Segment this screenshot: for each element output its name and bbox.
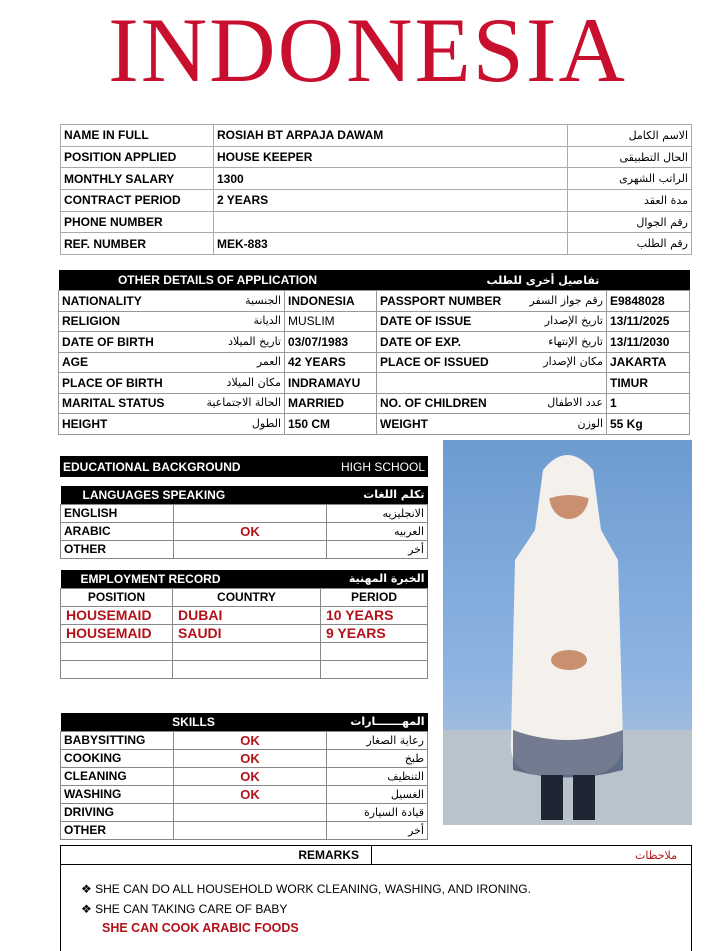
field-label-cell: [377, 291, 607, 312]
field-value: MEK-883: [214, 233, 568, 255]
field-label: HEIGHT: [62, 416, 108, 431]
field-label-cell: [377, 332, 607, 353]
table-row: [59, 414, 690, 435]
remarks-title-ar: ملاحظات: [635, 849, 677, 862]
field-value: 2 YEARS: [214, 190, 568, 212]
bullet-icon: ❖: [81, 882, 96, 896]
table-row: [61, 731, 428, 749]
section-title-ar: تفاصيل أخرى للطلب: [486, 273, 600, 287]
table-row: [61, 767, 428, 785]
field-label-ar: عدد الاطفال: [547, 396, 603, 410]
field-label-ar: تاريخ الإصدار: [544, 314, 603, 328]
skill-value: OK: [174, 785, 327, 803]
table-row: [59, 352, 690, 373]
skill-label: COOKING: [61, 749, 174, 767]
field-value: 55 Kg: [607, 414, 690, 435]
field-label: AGE: [62, 355, 89, 370]
field-label-cell: [59, 291, 285, 312]
employment-cell: SAUDI: [173, 624, 321, 642]
skill-value: OK: [174, 767, 327, 785]
skill-value: [174, 504, 327, 522]
field-label-ar: العمر: [256, 355, 281, 369]
field-label-ar: الجنسية: [245, 293, 281, 307]
field-value: E9848028: [607, 291, 690, 312]
skills-table: [60, 713, 428, 840]
skill-value: [174, 803, 327, 821]
skill-label: OTHER: [61, 821, 174, 839]
table-row: [59, 291, 690, 312]
employment-cell: [61, 660, 173, 678]
table-row: [61, 233, 692, 255]
field-label: MONTHLY SALARY: [61, 168, 214, 190]
label-ar: قيادة السيارة: [327, 803, 428, 821]
table-row: [59, 393, 690, 414]
label-ar: الانجليزيه: [327, 504, 428, 522]
page-title: INDONESIA: [108, 0, 627, 101]
label-ar: أخر: [327, 821, 428, 839]
field-value: MARRIED: [285, 393, 377, 414]
field-label: DATE OF BIRTH: [62, 334, 154, 349]
field-label-ar: الديانة: [253, 314, 281, 328]
section-title: OTHER DETAILS OF APPLICATION: [117, 273, 318, 287]
education-value: HIGH SCHOOL: [340, 459, 425, 474]
employment-cell: [321, 642, 428, 660]
field-value: HOUSE KEEPER: [214, 146, 568, 168]
field-value: INDRAMAYU: [285, 373, 377, 394]
section-title: SKILLS: [172, 714, 215, 729]
field-label: NO. OF CHILDREN: [380, 396, 487, 411]
field-label: PASSPORT NUMBER: [380, 293, 502, 308]
field-label-ar: تاريخ الميلاد: [228, 334, 281, 348]
employment-cell: HOUSEMAID: [61, 624, 173, 642]
label-ar: العربيه: [327, 522, 428, 540]
section-header: [61, 486, 428, 504]
field-label-ar: تاريخ الإنتهاء: [548, 334, 603, 348]
field-label-ar: مكان الميلاد: [226, 375, 281, 389]
section-title-ar: الخبرة المهنية: [348, 572, 425, 586]
education-row: [60, 456, 428, 477]
table-row: [61, 606, 428, 624]
column-header: PERIOD: [321, 588, 428, 606]
skill-value: OK: [174, 522, 327, 540]
remark-item: ❖ SHE CAN TAKING CARE OF BABY: [81, 902, 288, 916]
remarks-section: [60, 845, 692, 951]
skill-label: WASHING: [61, 785, 174, 803]
column-header: POSITION: [61, 588, 173, 606]
skill-label: OTHER: [61, 540, 174, 558]
field-label-cell: [59, 332, 285, 353]
field-label: NATIONALITY: [62, 293, 142, 308]
field-value: TIMUR: [607, 373, 690, 394]
skill-label: CLEANING: [61, 767, 174, 785]
table-row: [61, 211, 692, 233]
field-label: RELIGION: [62, 314, 121, 329]
column-header: COUNTRY: [173, 588, 321, 606]
field-label-cell: [377, 352, 607, 373]
field-label-cell: [59, 352, 285, 373]
field-label-cell: [59, 393, 285, 414]
label-ar: الغسيل: [327, 785, 428, 803]
section-title: EMPLOYMENT RECORD: [80, 571, 221, 586]
employment-cell: [61, 642, 173, 660]
skill-label: ARABIC: [61, 522, 174, 540]
remark-item: ❖ SHE CAN DO ALL HOUSEHOLD WORK CLEANING, WASHING, AND IRONING.: [81, 882, 531, 896]
skill-label: ENGLISH: [61, 504, 174, 522]
field-label: DATE OF EXP.: [380, 334, 461, 349]
section-header: [61, 570, 428, 588]
field-label-cell: [59, 311, 285, 332]
education-label: EDUCATIONAL BACKGROUND: [63, 459, 241, 474]
field-label-ar: الراتب الشهرى: [568, 168, 692, 190]
field-label: PHONE NUMBER: [61, 211, 214, 233]
employment-cell: [173, 642, 321, 660]
field-label-cell: [59, 373, 285, 394]
label-ar: التنظيف: [327, 767, 428, 785]
table-row: [61, 190, 692, 212]
applicant-photo: [443, 440, 692, 825]
employment-cell: [321, 660, 428, 678]
employment-table: [60, 570, 428, 679]
field-label: MARITAL STATUS: [62, 396, 165, 411]
table-row: [61, 803, 428, 821]
table-row: [61, 821, 428, 839]
field-label-ar: مكان الإصدار: [543, 355, 603, 369]
field-value: 03/07/1983: [285, 332, 377, 353]
field-label: DATE OF ISSUE: [380, 314, 472, 329]
label-ar: طبخ: [327, 749, 428, 767]
field-label-ar: رقم الجوال: [568, 211, 692, 233]
field-value: 1: [607, 393, 690, 414]
table-row: [61, 624, 428, 642]
table-row: [61, 504, 428, 522]
section-title-ar: المهـــــــارات: [350, 715, 425, 729]
field-value: 13/11/2030: [607, 332, 690, 353]
table-row: [61, 642, 428, 660]
employment-cell: DUBAI: [173, 606, 321, 624]
field-label: PLACE OF ISSUED: [380, 355, 489, 370]
field-label-ar: الوزن: [577, 416, 603, 430]
field-value: 1300: [214, 168, 568, 190]
other-details-table: [58, 270, 690, 435]
field-value: ROSIAH BT ARPAJA DAWAM: [214, 125, 568, 147]
bullet-icon: ❖: [81, 902, 96, 916]
field-label-ar: الطول: [251, 416, 281, 430]
languages-table: [60, 486, 428, 559]
remarks-title: REMARKS: [61, 846, 372, 864]
field-value: JAKARTA: [607, 352, 690, 373]
applicant-table: [60, 124, 692, 255]
table-row: [61, 168, 692, 190]
section-header: [61, 713, 428, 731]
field-label: WEIGHT: [380, 416, 428, 431]
employment-cell: 9 YEARS: [321, 624, 428, 642]
skill-value: [174, 540, 327, 558]
field-label-cell: [377, 373, 607, 394]
field-label: POSITION APPLIED: [61, 146, 214, 168]
field-label-ar: رقم جواز السفر: [529, 293, 603, 307]
field-label: NAME IN FULL: [61, 125, 214, 147]
field-label: PLACE OF BIRTH: [62, 375, 163, 390]
label-ar: رعاية الصغار: [327, 731, 428, 749]
table-row: [61, 146, 692, 168]
field-label-ar: الحالة الاجتماعية: [206, 396, 281, 410]
field-label-ar: مدة العقد: [568, 190, 692, 212]
field-label: CONTRACT PERIOD: [61, 190, 214, 212]
employment-cell: 10 YEARS: [321, 606, 428, 624]
employment-cell: [173, 660, 321, 678]
label-ar: أخر: [327, 540, 428, 558]
field-label-ar: رقم الطلب: [568, 233, 692, 255]
table-row: [59, 332, 690, 353]
field-value: INDONESIA: [285, 291, 377, 312]
employment-cell: HOUSEMAID: [61, 606, 173, 624]
field-value: 150 CM: [285, 414, 377, 435]
field-label-ar: الاسم الكامل: [568, 125, 692, 147]
skill-value: OK: [174, 731, 327, 749]
field-value: MUSLIM: [285, 311, 377, 332]
field-value: 42 YEARS: [285, 352, 377, 373]
table-row: [61, 749, 428, 767]
section-header: [59, 270, 690, 291]
table-row: [61, 125, 692, 147]
field-value: [214, 211, 568, 233]
table-row: [61, 785, 428, 803]
skill-value: [174, 821, 327, 839]
field-label-cell: [377, 311, 607, 332]
skill-value: OK: [174, 749, 327, 767]
field-value: 13/11/2025: [607, 311, 690, 332]
field-label-cell: [59, 414, 285, 435]
skill-label: BABYSITTING: [61, 731, 174, 749]
field-label-cell: [377, 414, 607, 435]
table-row: [59, 311, 690, 332]
person-illustration: [443, 440, 692, 825]
table-row: [61, 660, 428, 678]
section-title-ar: تكلم اللغات: [363, 488, 425, 502]
skill-label: DRIVING: [61, 803, 174, 821]
field-label-ar: الحال التطبيقى: [568, 146, 692, 168]
table-row: [61, 522, 428, 540]
table-row: [59, 373, 690, 394]
section-title: LANGUAGES SPEAKING: [82, 487, 226, 502]
field-label-cell: [377, 393, 607, 414]
table-header-row: [61, 588, 428, 606]
table-row: [61, 540, 428, 558]
field-label: REF. NUMBER: [61, 233, 214, 255]
remark-highlight: SHE CAN COOK ARABIC FOODS: [102, 921, 299, 935]
